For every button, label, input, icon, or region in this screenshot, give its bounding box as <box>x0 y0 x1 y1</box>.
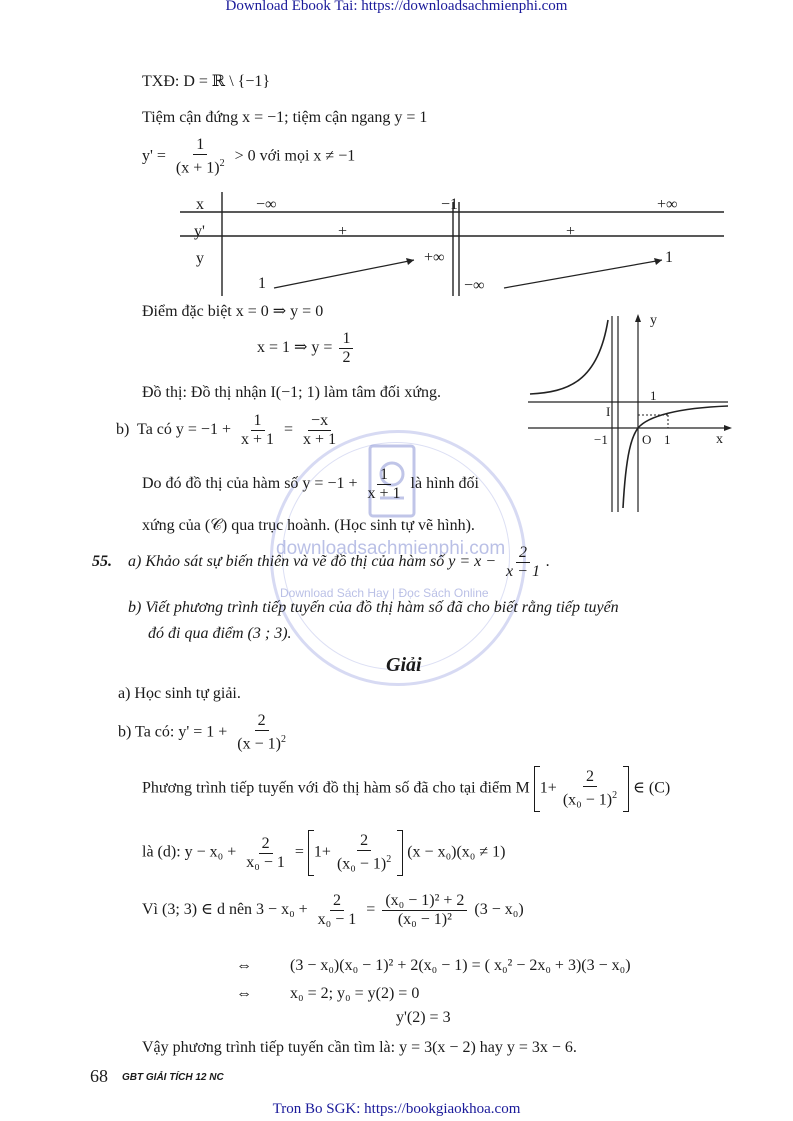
watermark-text: downloadsachmienphi.com <box>276 538 506 559</box>
sign-left: + <box>338 223 348 240</box>
equivalence-1: (3 − x₀)(x₀ − 1)² + 2(x₀ − 1) = ( x₀² − 2x₀ + 3)(3 − x₀) <box>290 957 631 974</box>
part-b-line1: b) Ta có y = −1 + $\frac{1}{x + 1}$ = $\frac{-x}{x + 1}$ <box>116 412 337 448</box>
solution-b-deriv: b) Ta có: y' = 1 + $\frac{2}{(x - 1)^2}$ <box>118 712 286 753</box>
iff-symbol-1: ⇔ <box>236 957 252 974</box>
deriv-fraction: $\frac{1}{(x + 1)^2}$ <box>175 136 225 177</box>
sign-right: + <box>566 223 576 240</box>
x-minus-inf: −∞ <box>256 196 277 213</box>
equivalence-3: y'(2) = 3 <box>396 1009 451 1026</box>
function-graph <box>528 312 734 540</box>
part-b-line3: xứng của (𝒞) qua trục hoành. (Học sinh tự vẽ hình). <box>142 517 475 534</box>
page-number: 68 <box>90 1066 108 1086</box>
graph-y-label: y <box>650 313 657 328</box>
graph-tick-minus1: −1 <box>594 432 608 447</box>
graph-note: Đồ thị: Đồ thị nhận I(−1; 1) làm tâm đối xứng. <box>142 384 441 401</box>
table-row-yprime: y' <box>194 223 205 240</box>
header-link[interactable]: Download Ebook Tai: https://downloadsachmienphi.com <box>225 0 568 14</box>
equivalence-2: x₀ = 2; y₀ = y(2) = 0 <box>290 985 420 1002</box>
derivative-line <box>142 136 355 177</box>
tangent-d-equation: là (d): y − x₀ + $\frac{2}{\text{x₀ − 1}}$ = 1+ $\frac{2}{(x_0 - 1)^2}$ (x − x₀)(x₀ ≠ 1) <box>142 830 506 876</box>
deriv-lhs: y' = <box>142 147 166 165</box>
part-b-line2: Do đó đồ thị của hàm số y = −1 + $\frac{1}{x + 1}$ là hình đối <box>142 466 479 502</box>
graph-origin: O <box>642 432 652 447</box>
tangent-line-text: Phương trình tiếp tuyến với đồ thị hàm số đã cho tại điểm M 1+ $\frac{2}{(x_0 - 1)^2}$ ∈ (C) <box>142 766 670 812</box>
deriv-rest: > 0 với mọi x ≠ −1 <box>234 147 356 165</box>
watermark-subtext: Download Sách Hay | Đọc Sách Online <box>280 586 489 600</box>
asymptotes-line: Tiệm cận đứng x = −1; tiệm cận ngang y = 1 <box>142 109 428 126</box>
solution-heading: Giải <box>386 654 422 676</box>
arrow-right-branch <box>504 260 662 288</box>
conclusion: Vậy phương trình tiếp tuyến cần tìm là: y = 3(x − 2) hay y = 3x − 6. <box>142 1039 577 1056</box>
iff-symbol-2: ⇔ <box>236 985 252 1002</box>
graph-tick-1: 1 <box>664 432 671 447</box>
arrow-left-branch <box>274 260 414 288</box>
x-plus-inf: +∞ <box>657 196 678 213</box>
special-point-2: x = 1 ⇒ y = $\frac{1}{2}$ <box>257 330 356 367</box>
special-points-line: Điểm đặc biệt x = 0 ⇒ y = 0 <box>142 303 324 320</box>
vi-equation: Vì (3; 3) ∈ d nên 3 − x₀ + $\frac{2}{\text{x₀ − 1}}$ = $\frac{\text{(x₀ − 1)² + 2}}{\text{(x₀ − 1)²}}$ (3 − x₀) <box>142 892 524 928</box>
problem-55b-line1: b) Viết phương trình tiếp tuyến của đồ thị hàm số đã cho biết rằng tiếp tuyến <box>128 599 619 616</box>
table-row-y: y <box>196 250 204 267</box>
book-title: GBT GIẢI TÍCH 12 NC <box>122 1072 224 1083</box>
graph-x-label: x <box>716 432 723 447</box>
y-val-1: 1 <box>258 275 266 292</box>
y-val-minus-inf: −∞ <box>464 277 485 294</box>
footer-link[interactable]: Tron Bo SGK: https://bookgiaokhoa.com <box>272 1101 521 1117</box>
problem-number: 55. <box>92 553 112 570</box>
solution-a: a) Học sinh tự giải. <box>118 685 241 702</box>
problem-55b-line2: đó đi qua điểm (3 ; 3). <box>148 625 292 642</box>
table-row-x: x <box>196 196 204 213</box>
y-val-1-right: 1 <box>665 249 673 266</box>
y-val-plus-inf: +∞ <box>424 249 445 266</box>
graph-tick-y1: 1 <box>650 388 657 403</box>
domain-line: TXĐ: D = ℝ \ {−1} <box>142 73 271 90</box>
problem-55a: a) Khảo sát sự biến thiên và vẽ đồ thị của hàm số y = x − $\frac{2}{x - 1}$ . <box>128 544 550 580</box>
graph-center-I: I <box>606 404 611 419</box>
x-minus-one: −1 <box>441 196 459 213</box>
